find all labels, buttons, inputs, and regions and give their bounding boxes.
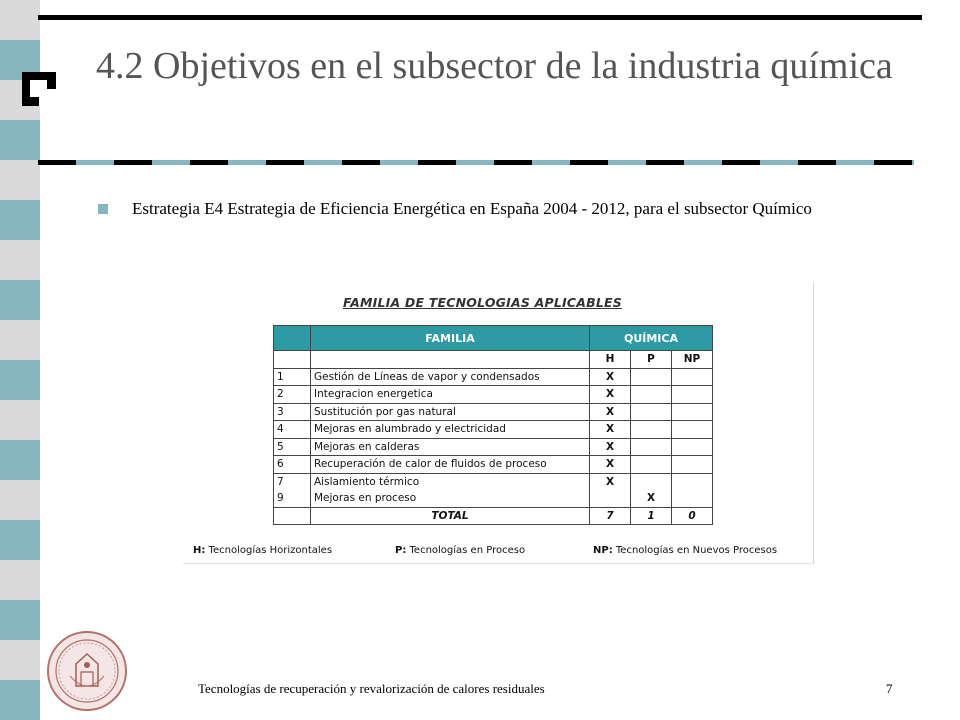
row-np <box>672 421 713 439</box>
row-number: 7 <box>274 473 311 490</box>
row-np <box>672 386 713 404</box>
page-number: 7 <box>886 681 893 696</box>
row-number: 5 <box>274 438 311 456</box>
row-number: 6 <box>274 456 311 474</box>
rule-segment <box>722 160 760 165</box>
subheader-np: NP <box>672 351 713 369</box>
legend-np <box>593 545 777 556</box>
rule-segment <box>532 160 570 165</box>
row-name: Mejoras en alumbrado y electricidad <box>311 421 590 439</box>
row-np <box>672 438 713 456</box>
legend-h-text: Tecnologías Horizontales <box>205 545 333 556</box>
strip-cell <box>0 680 40 720</box>
row-p <box>631 403 672 421</box>
row-name: Recuperación de calor de fluidos de proceso <box>311 456 590 474</box>
row-p <box>631 456 672 474</box>
bullet-marker <box>98 204 108 214</box>
strip-cell <box>0 240 40 280</box>
rule-segment <box>646 160 684 165</box>
rule-segment <box>912 160 914 165</box>
row-number: 2 <box>274 386 311 404</box>
rule-segment <box>836 160 874 165</box>
row-number: 4 <box>274 421 311 439</box>
row-np <box>672 490 713 507</box>
strip-cell <box>0 160 40 200</box>
strip-cell <box>0 280 40 320</box>
rule-segment <box>304 160 342 165</box>
technology-table <box>273 325 713 525</box>
rule-segment <box>76 160 114 165</box>
row-number: 9 <box>274 490 311 507</box>
rule-segment <box>266 160 304 165</box>
total-label: TOTAL <box>311 507 590 525</box>
table-row <box>274 438 713 456</box>
legend-p-text: Tecnologías en Proceso <box>406 545 526 556</box>
legend-h-key: H: <box>193 545 206 556</box>
rule-segment <box>494 160 532 165</box>
rule-segment <box>456 160 494 165</box>
table-row <box>274 490 713 507</box>
footer-text: Tecnologías de recuperación y revalorización de calores residuales <box>198 681 545 696</box>
row-name: Sustitución por gas natural <box>311 403 590 421</box>
table-row <box>274 473 713 490</box>
total-h: 7 <box>590 507 631 525</box>
strip-cell <box>0 120 40 160</box>
row-p <box>631 473 672 490</box>
row-h: X <box>590 403 631 421</box>
row-p <box>631 368 672 386</box>
strip-cell <box>0 360 40 400</box>
strip-cell <box>0 200 40 240</box>
table-row <box>274 403 713 421</box>
bullet-text: Estrategia E4 Estrategia de Eficiencia Energética en España 2004 - 2012, para el subsector Químico <box>132 199 812 218</box>
legend-p <box>395 545 525 556</box>
total-p: 1 <box>631 507 672 525</box>
rule-segment <box>114 160 152 165</box>
figure-title: FAMILIA DE TECNOLOGIAS APLICABLES <box>343 295 622 310</box>
strip-cell <box>0 560 40 600</box>
row-h: X <box>590 473 631 490</box>
table-row <box>274 421 713 439</box>
row-number: 1 <box>274 368 311 386</box>
strip-cell <box>0 440 40 480</box>
rule-segment <box>418 160 456 165</box>
technology-table-figure <box>183 283 814 564</box>
rule-segment <box>228 160 266 165</box>
table-row <box>274 368 713 386</box>
left-decorative-strip <box>0 0 40 720</box>
university-seal-icon <box>46 630 128 712</box>
row-p <box>631 438 672 456</box>
row-name: Mejoras en proceso <box>311 490 590 507</box>
row-name: Gestión de Líneas de vapor y condensados <box>311 368 590 386</box>
title-top-rule <box>38 15 922 20</box>
row-np <box>672 403 713 421</box>
legend-np-text: Tecnologías en Nuevos Procesos <box>612 545 778 556</box>
row-h: X <box>590 386 631 404</box>
row-name: Integracion energetica <box>311 386 590 404</box>
rule-segment <box>152 160 190 165</box>
legend-p-key: P: <box>395 545 407 556</box>
title-bottom-rule <box>38 160 914 165</box>
rule-segment <box>874 160 912 165</box>
table-row <box>274 456 713 474</box>
strip-cell <box>0 520 40 560</box>
header-blank <box>274 326 311 351</box>
total-np: 0 <box>672 507 713 525</box>
row-np <box>672 456 713 474</box>
subheader-h: H <box>590 351 631 369</box>
strip-cell <box>0 320 40 360</box>
header-quimica: QUÍMICA <box>590 326 713 351</box>
row-name: Aislamiento térmico <box>311 473 590 490</box>
table-row <box>274 386 713 404</box>
header-familia: FAMILIA <box>311 326 590 351</box>
row-h: X <box>590 438 631 456</box>
subheader-blank <box>311 351 590 369</box>
rule-segment <box>342 160 380 165</box>
rule-segment <box>380 160 418 165</box>
subheader-p: P <box>631 351 672 369</box>
subheader-blank <box>274 351 311 369</box>
rule-segment <box>570 160 608 165</box>
row-h: X <box>590 421 631 439</box>
slide-title: 4.2 Objetivos en el subsector de la industria química <box>96 45 893 87</box>
row-p: X <box>631 490 672 507</box>
row-h <box>590 490 631 507</box>
rule-segment <box>190 160 228 165</box>
title-square-6 <box>30 80 47 97</box>
strip-cell <box>0 480 40 520</box>
strip-cell <box>0 400 40 440</box>
strip-cell <box>0 640 40 680</box>
row-np <box>672 368 713 386</box>
row-p <box>631 386 672 404</box>
row-number: 3 <box>274 403 311 421</box>
strip-cell <box>0 600 40 640</box>
row-np <box>672 473 713 490</box>
legend-np-key: NP: <box>593 545 613 556</box>
rule-segment <box>798 160 836 165</box>
row-p <box>631 421 672 439</box>
total-blank <box>274 507 311 525</box>
row-h: X <box>590 456 631 474</box>
strip-cell <box>0 0 40 40</box>
rule-segment <box>760 160 798 165</box>
legend-h <box>193 545 332 556</box>
row-name: Mejoras en calderas <box>311 438 590 456</box>
rule-segment <box>684 160 722 165</box>
row-h: X <box>590 368 631 386</box>
rule-segment <box>38 160 76 165</box>
rule-segment <box>608 160 646 165</box>
